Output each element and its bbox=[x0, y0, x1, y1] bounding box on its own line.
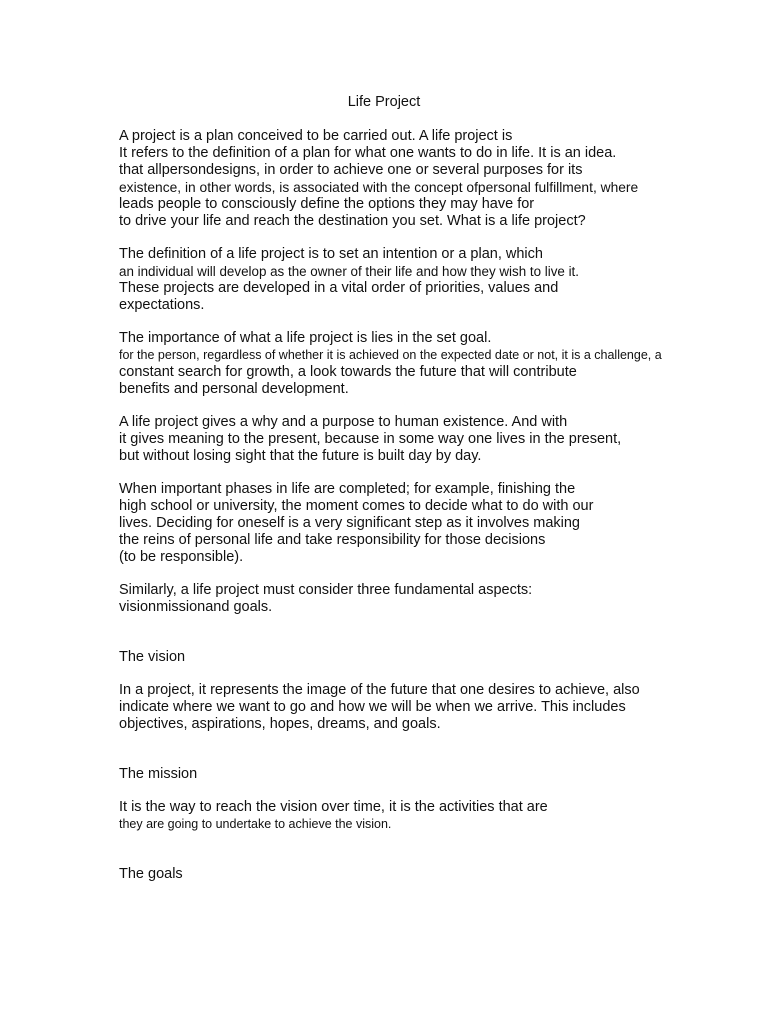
paragraph-2 bbox=[119, 246, 739, 314]
paragraph-4 bbox=[119, 414, 739, 465]
text-line: The importance of what a life project is lies in the set goal. bbox=[119, 330, 492, 346]
text-line: It refers to the definition of a plan for what one wants to do in life. It is an idea. bbox=[119, 145, 617, 161]
section-mission-body bbox=[119, 799, 739, 833]
text-line: When important phases in life are completed; for example, finishing the bbox=[119, 481, 576, 497]
text-line: but without losing sight that the future is built day by day. bbox=[119, 448, 482, 464]
paragraph-3 bbox=[119, 330, 739, 398]
text-line: the reins of personal life and take responsibility for those decisions bbox=[119, 532, 546, 548]
text-line: to drive your life and reach the destination you set. What is a life project? bbox=[119, 213, 586, 229]
text-line: In a project, it represents the image of the future that one desires to achieve, also bbox=[119, 682, 640, 698]
section-heading-goals: The goals bbox=[119, 866, 183, 882]
text-line: (to be responsible). bbox=[119, 549, 244, 565]
text-line: A project is a plan conceived to be carried out. A life project is bbox=[119, 128, 513, 144]
text-line: leads people to consciously define the options they may have for bbox=[119, 196, 535, 212]
paragraph-5 bbox=[119, 481, 739, 566]
section-heading-vision: The vision bbox=[119, 649, 186, 665]
section-vision-body bbox=[119, 682, 739, 733]
text-line: objectives, aspirations, hopes, dreams, and goals. bbox=[119, 716, 441, 732]
paragraph-1 bbox=[119, 128, 739, 230]
text-line: an individual will develop as the owner of their life and how they wish to live it. bbox=[119, 264, 579, 279]
text-line: benefits and personal development. bbox=[119, 381, 349, 397]
text-line: lives. Deciding for oneself is a very significant step as it involves making bbox=[119, 515, 580, 531]
document-title: Life Project bbox=[347, 94, 421, 110]
text-line: for the person, regardless of whether it is achieved on the expected date or not, it is a challenge, a bbox=[119, 348, 662, 362]
text-line: it gives meaning to the present, because in some way one lives in the present, bbox=[119, 431, 622, 447]
text-line: existence, in other words, is associated with the concept ofpersonal fulfillment, where bbox=[119, 180, 639, 195]
text-line: constant search for growth, a look towards the future that will contribute bbox=[119, 364, 577, 380]
text-line: A life project gives a why and a purpose to human existence. And with bbox=[119, 414, 568, 430]
text-line: that allpersondesigns, in order to achieve one or several purposes for its bbox=[119, 162, 583, 178]
text-line: It is the way to reach the vision over time, it is the activities that are bbox=[119, 799, 548, 815]
paragraph-6 bbox=[119, 582, 739, 616]
text-line: high school or university, the moment comes to decide what to do with our bbox=[119, 498, 594, 514]
text-line: expectations. bbox=[119, 297, 205, 313]
text-line: they are going to undertake to achieve the vision. bbox=[119, 817, 392, 831]
text-line: The definition of a life project is to set an intention or a plan, which bbox=[119, 246, 543, 262]
text-line: visionmissionand goals. bbox=[119, 599, 273, 615]
text-line: Similarly, a life project must consider three fundamental aspects: bbox=[119, 582, 533, 598]
text-line: These projects are developed in a vital order of priorities, values and bbox=[119, 280, 559, 296]
text-line: indicate where we want to go and how we will be when we arrive. This includes bbox=[119, 699, 626, 715]
section-heading-mission: The mission bbox=[119, 766, 198, 782]
